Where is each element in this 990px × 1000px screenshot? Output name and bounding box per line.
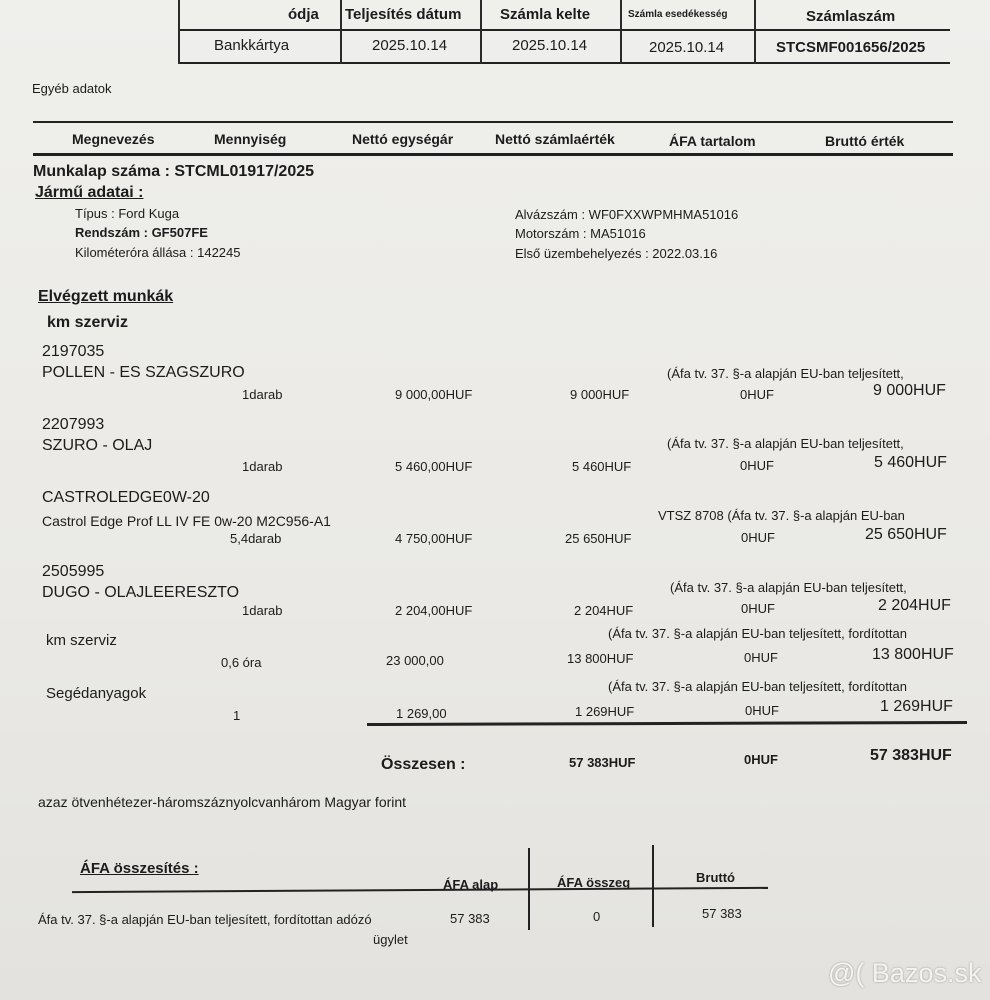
header-invoice-number-label: Számlaszám (806, 8, 896, 25)
item-code: 2505995 (42, 563, 105, 580)
item-name: Segédanyagok (46, 685, 147, 702)
vehicle-type: Típus : Ford Kuga (75, 206, 180, 221)
item-code: 2207993 (42, 416, 105, 433)
item-net-value: 9 000HUF (570, 387, 630, 402)
vehicle-odometer: Kilométeróra állása : 142245 (75, 245, 241, 260)
item-vat-amount: 0HUF (740, 458, 774, 473)
item-vat-note: (Áfa tv. 37. §-a alapján EU-ban teljesített, fordítottan (608, 679, 907, 694)
worksheet-number: Munkalap száma : STCML01917/2025 (33, 163, 315, 180)
item-vat-note: (Áfa tv. 37. §-a alapján EU-ban teljesített, (667, 436, 904, 451)
due-date-value: 2025.10.14 (649, 39, 725, 56)
item-unit-price: 5 460,00HUF (395, 459, 473, 474)
col-name-header: Megnevezés (72, 131, 155, 147)
header-payment-method-label: ódja (288, 6, 319, 23)
item-code: CASTROLEDGE0W-20 (42, 489, 210, 506)
vat-summary-base-value: 57 383 (450, 911, 490, 926)
item-vat-amount: 0HUF (744, 650, 778, 665)
item-code: 2197035 (42, 343, 105, 360)
header-issue-date-label: Számla kelte (500, 6, 591, 23)
vat-amount-header: ÁFA összeg (557, 875, 631, 890)
item-unit-price: 4 750,00HUF (395, 531, 473, 546)
total-gross-value: 57 383HUF (870, 747, 952, 764)
vat-summary-divider-2 (652, 845, 654, 927)
item-quantity: 0,6 óra (221, 655, 262, 670)
item-name: Castrol Edge Prof LL IV FE 0w-20 M2C956-A1 (42, 513, 331, 529)
vat-summary-amount-value: 0 (593, 909, 601, 924)
vat-summary-row-label: Áfa tv. 37. §-a alapján EU-ban teljesített, fordítottan adózó (38, 912, 372, 927)
vehicle-data-title: Jármű adatai : (35, 184, 144, 201)
vehicle-engine-number: Motorszám : MA51016 (515, 226, 646, 241)
col-unit-price-header: Nettó egységár (352, 131, 454, 147)
item-net-value: 1 269HUF (575, 704, 635, 719)
item-gross-value: 25 650HUF (865, 526, 947, 543)
item-quantity: 1darab (242, 387, 283, 402)
item-vat-note: (Áfa tv. 37. §-a alapján EU-ban teljesített, fordítottan (608, 626, 907, 641)
service-section-title: km szerviz (47, 314, 128, 331)
work-done-title: Elvégzett munkák (38, 288, 174, 305)
vat-summary-title: ÁFA összesítés : (80, 860, 199, 877)
item-gross-value: 1 269HUF (880, 698, 953, 715)
total-vat-value: 0HUF (744, 752, 778, 767)
vehicle-first-registration: Első üzembehelyezés : 2022.03.16 (515, 246, 718, 261)
col-net-value-header: Nettó számlaérték (495, 131, 615, 147)
payment-method-value: Bankkártya (214, 37, 290, 54)
item-vat-amount: 0HUF (745, 703, 779, 718)
gross-header: Bruttó (696, 870, 735, 885)
item-net-value: 25 650HUF (565, 531, 632, 546)
item-vat-amount: 0HUF (740, 387, 774, 402)
header-due-date-label: Számla esedékesség (628, 9, 728, 20)
vat-summary-rule (72, 887, 768, 893)
col-vat-header: ÁFA tartalom (669, 133, 756, 149)
invoice-number-value: STCSMF001656/2025 (776, 39, 926, 56)
item-vat-note: (Áfa tv. 37. §-a alapján EU-ban teljesített, (670, 580, 907, 595)
item-unit-price: 1 269,00 (396, 706, 447, 721)
item-unit-price: 23 000,00 (386, 653, 444, 668)
other-data-label: Egyéb adatok (32, 81, 112, 96)
totals-rule (367, 721, 967, 726)
columns-top-rule (33, 121, 953, 123)
amount-in-words: azaz ötvenhétezer-háromszáznyolcvanhárom Magyar forint (38, 794, 407, 810)
item-quantity: 1darab (242, 459, 283, 474)
item-vat-note: VTSZ 8708 (Áfa tv. 37. §-a alapján EU-ban (658, 508, 905, 523)
fulfilment-date-value: 2025.10.14 (372, 37, 448, 54)
item-quantity: 1darab (242, 603, 283, 618)
bazos-watermark: @( Bazos.sk (828, 958, 982, 988)
item-name: km szerviz (46, 632, 117, 649)
item-unit-price: 9 000,00HUF (395, 387, 473, 402)
item-quantity: 5,4darab (230, 531, 282, 546)
item-gross-value: 13 800HUF (872, 646, 954, 663)
item-net-value: 2 204HUF (574, 603, 634, 618)
item-name: SZURO - OLAJ (42, 437, 153, 454)
item-unit-price: 2 204,00HUF (395, 603, 473, 618)
header-fulfilment-date-label: Teljesítés dátum (345, 6, 462, 23)
item-vat-amount: 0HUF (741, 601, 775, 616)
item-gross-value: 2 204HUF (878, 597, 951, 614)
item-gross-value: 9 000HUF (873, 382, 946, 399)
col-gross-header: Bruttó érték (825, 133, 905, 149)
columns-bottom-rule (33, 153, 953, 156)
item-name: POLLEN - ES SZAGSZURO (42, 364, 245, 381)
vat-summary-row-label-cont: ügylet (373, 932, 408, 947)
item-vat-note: (Áfa tv. 37. §-a alapján EU-ban teljesített, (667, 366, 904, 381)
issue-date-value: 2025.10.14 (512, 37, 588, 54)
item-quantity: 1 (233, 708, 241, 723)
item-net-value: 5 460HUF (572, 459, 632, 474)
total-net-value: 57 383HUF (569, 755, 636, 770)
vat-summary-gross-value: 57 383 (702, 906, 742, 921)
item-vat-amount: 0HUF (741, 530, 775, 545)
item-net-value: 13 800HUF (567, 651, 634, 666)
vehicle-vin: Alvázszám : WF0FXXWPMHMA51016 (515, 207, 739, 222)
col-quantity-header: Mennyiség (214, 131, 287, 147)
vehicle-plate: Rendszám : GF507FE (75, 225, 208, 240)
total-label: Összesen : (381, 756, 466, 773)
item-name: DUGO - OLAJLEERESZTO (42, 584, 240, 601)
vat-base-header: ÁFA alap (443, 877, 499, 892)
item-gross-value: 5 460HUF (874, 454, 947, 471)
